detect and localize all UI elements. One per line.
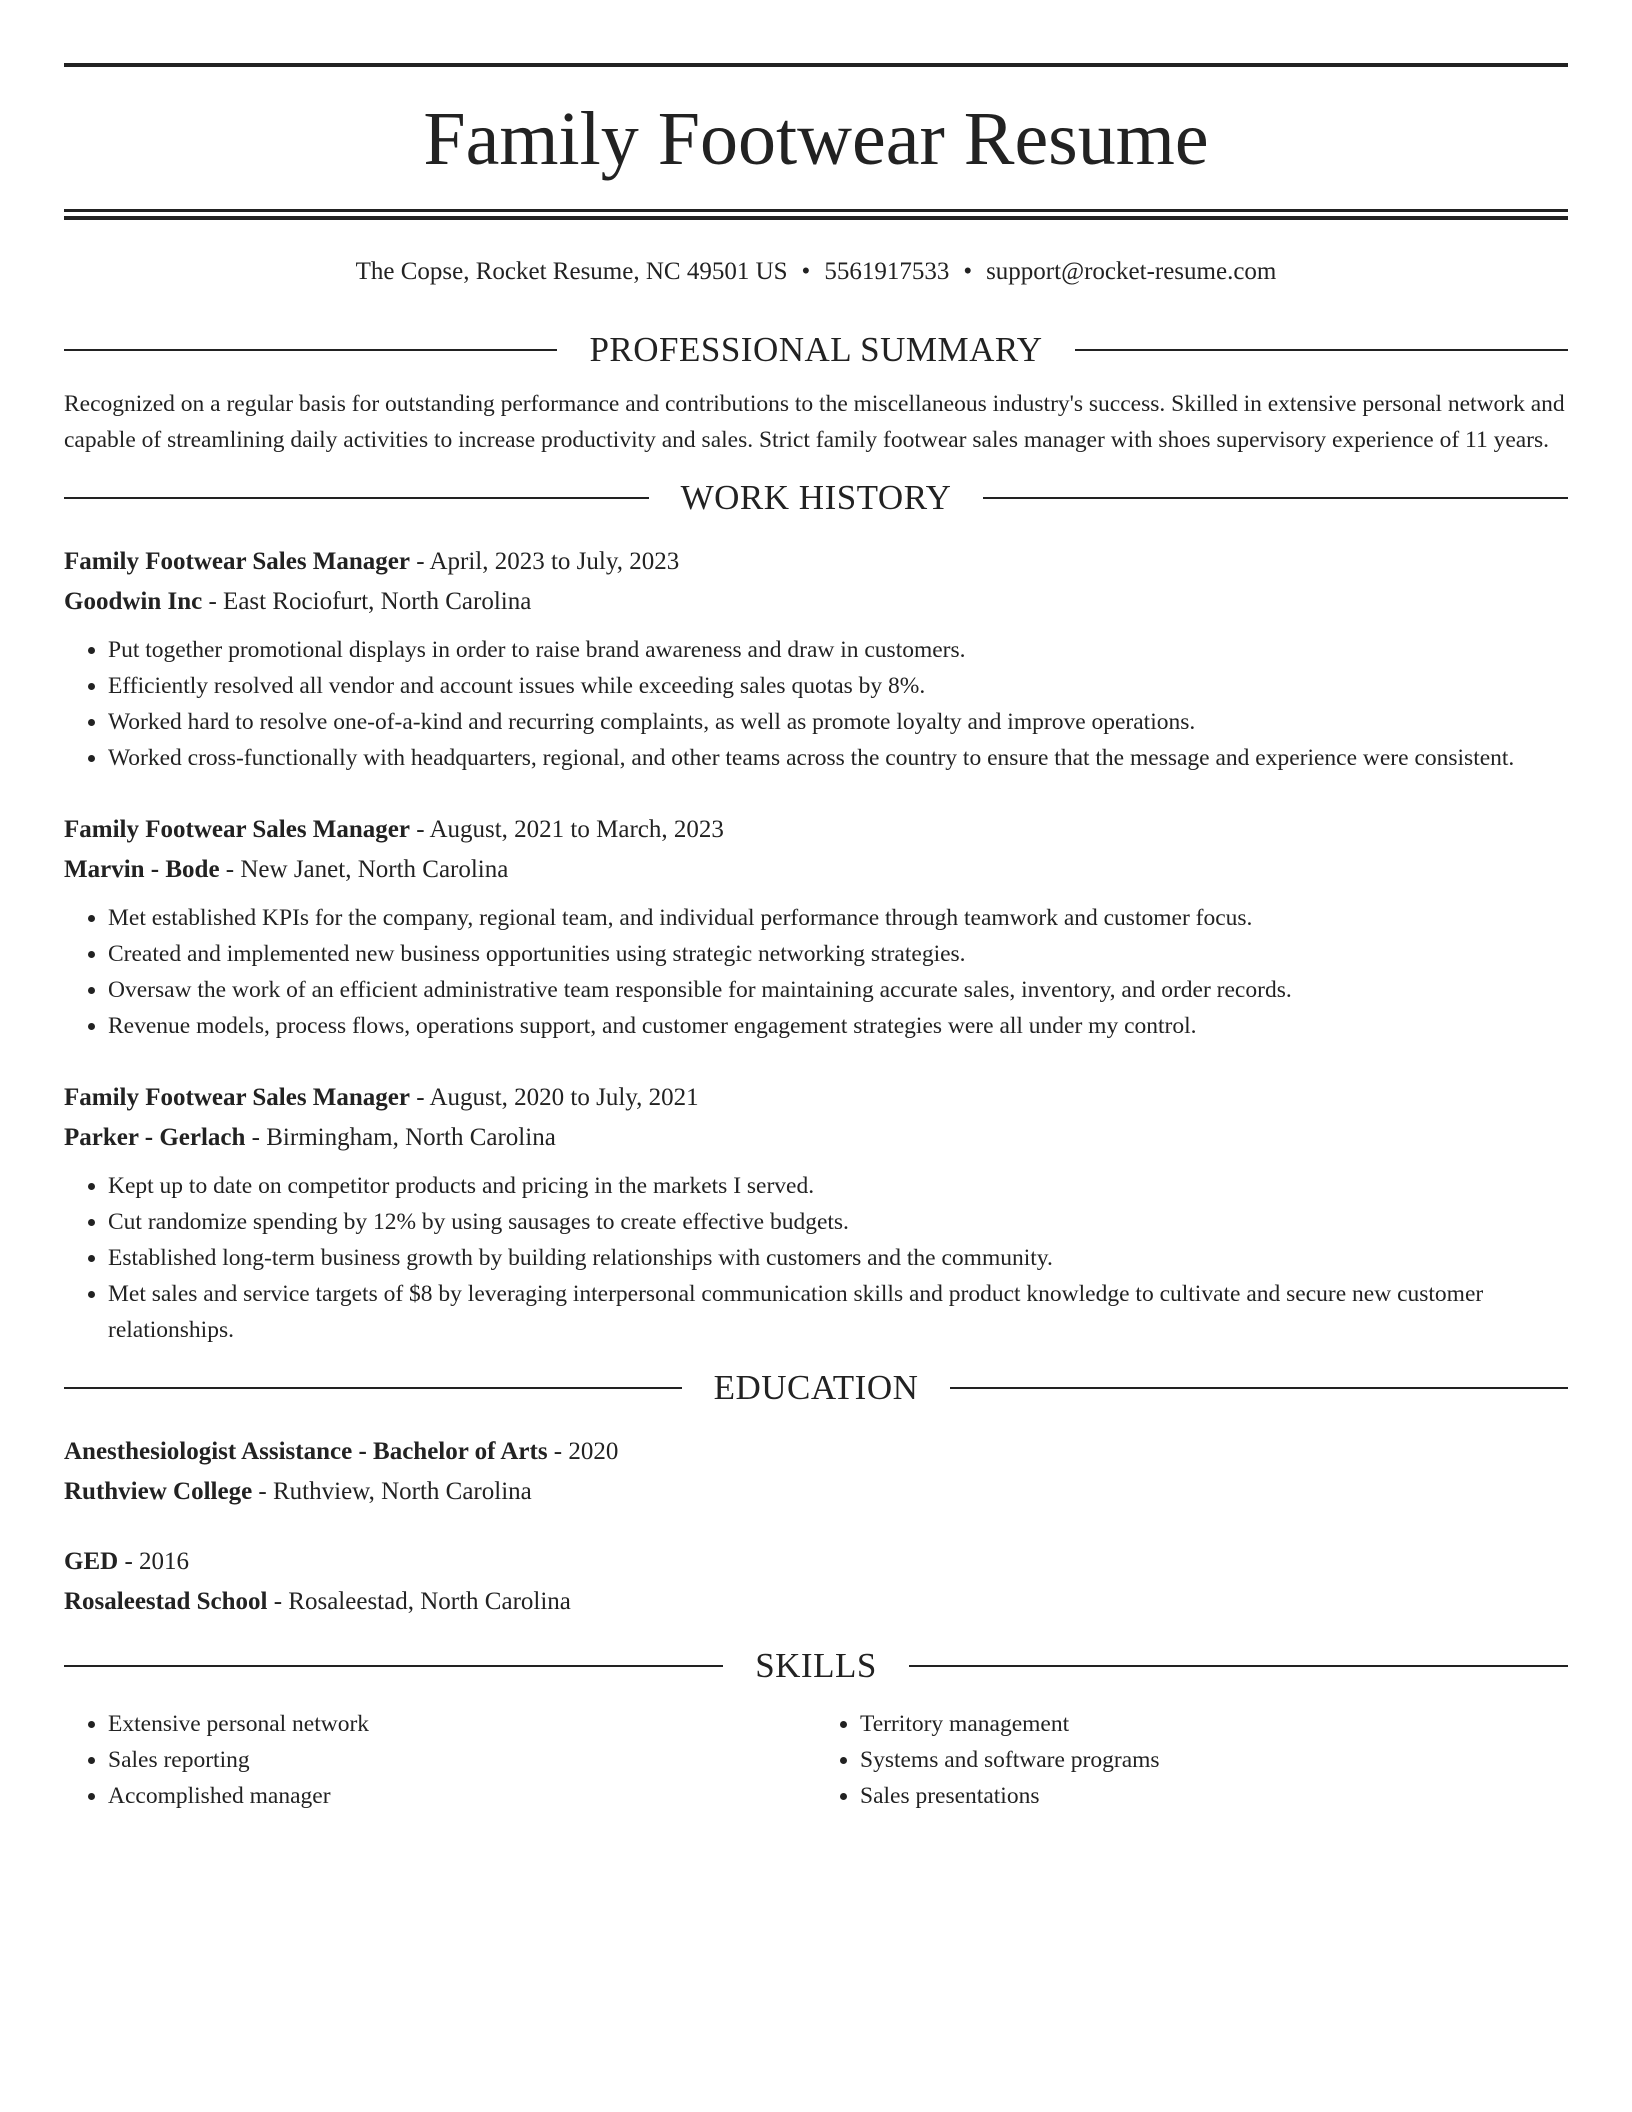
list-item: • Efficiently resolved all vendor and account issues while exceeding sales quotas by 8%. bbox=[108, 668, 1568, 704]
education-degree: GED bbox=[64, 1548, 119, 1575]
list-item: • Met established KPIs for the company, regional team, and individual performance through teamwork and customer focus. bbox=[108, 900, 1568, 936]
list-item: • Sales reporting bbox=[108, 1742, 816, 1778]
heading-rule-right bbox=[950, 1387, 1568, 1389]
education-location: - Rosaleestad, North Carolina bbox=[267, 1588, 571, 1615]
education-year: - 2016 bbox=[118, 1548, 190, 1575]
contact-separator: • bbox=[801, 258, 811, 285]
skills-list-right bbox=[816, 1706, 1568, 1814]
section-title: EDUCATION bbox=[713, 1368, 919, 1407]
list-item: • Revenue models, process flows, operations support, and customer engagement strategies were all under my control. bbox=[108, 1008, 1568, 1044]
list-item: • Extensive personal network bbox=[108, 1706, 816, 1742]
heading-rule-right bbox=[983, 497, 1568, 499]
section-heading-work-history bbox=[64, 476, 1568, 520]
list-item: • Cut randomize spending by 12% by using sausages to create effective budgets. bbox=[108, 1204, 1568, 1240]
job-company: Goodwin Inc bbox=[64, 588, 203, 615]
list-item: • Met sales and service targets of $8 by leveraging interpersonal communication skills and product knowledge to cultivate and secure new customer relationships. bbox=[108, 1276, 1568, 1348]
job-bullets bbox=[64, 632, 1568, 776]
contact-address: The Copse, Rocket Resume, NC 49501 US bbox=[355, 258, 788, 285]
education-degree: Anesthesiologist Assistance - Bachelor of Arts bbox=[64, 1438, 548, 1465]
education-degree-line bbox=[64, 1542, 1568, 1582]
job-title-line bbox=[64, 542, 1568, 582]
summary-text: Recognized on a regular basis for outstanding performance and contributions to the miscellaneous industry's success. Skilled in extensive personal network and capable of streamlining daily activities to increase productivity and sales. Strict family footwear sales manager with shoes supervisory experience of 11 years. bbox=[64, 391, 1565, 453]
education-school: Rosaleestad School bbox=[64, 1588, 268, 1615]
list-item: • Put together promotional displays in order to raise brand awareness and draw in customers. bbox=[108, 632, 1568, 668]
list-item: • Worked hard to resolve one-of-a-kind and recurring complaints, as well as promote loyalty and improve operations. bbox=[108, 704, 1568, 740]
list-item: • Territory management bbox=[860, 1706, 1568, 1742]
section-heading-skills bbox=[64, 1644, 1568, 1688]
top-rule bbox=[64, 63, 1568, 67]
job-location: - East Rociofurt, North Carolina bbox=[202, 588, 532, 615]
list-item: • Accomplished manager bbox=[108, 1778, 816, 1814]
job-location: - Birmingham, North Carolina bbox=[245, 1124, 556, 1151]
education-entry bbox=[64, 1542, 1568, 1622]
job-company-line bbox=[64, 850, 1568, 890]
job-dates: - August, 2020 to July, 2021 bbox=[410, 1084, 699, 1111]
job-company-line bbox=[64, 1118, 1568, 1158]
education-degree-line bbox=[64, 1432, 1568, 1472]
resume-title: Family Footwear Resume bbox=[423, 97, 1209, 181]
contact-separator: • bbox=[963, 258, 973, 285]
education-school: Ruthview College bbox=[64, 1478, 253, 1505]
job-title-line bbox=[64, 810, 1568, 850]
list-item: • Oversaw the work of an efficient administrative team responsible for maintaining accurate sales, inventory, and order records. bbox=[108, 972, 1568, 1008]
heading-rule-right bbox=[1075, 349, 1568, 351]
skills-list-left bbox=[64, 1706, 816, 1814]
contact-line bbox=[64, 256, 1568, 288]
heading-rule-right bbox=[909, 1665, 1568, 1667]
section-heading-education bbox=[64, 1366, 1568, 1410]
job-title: Family Footwear Sales Manager bbox=[64, 548, 410, 575]
education-school-line bbox=[64, 1472, 1568, 1512]
job-location: - New Janet, North Carolina bbox=[219, 856, 509, 883]
education-year: - 2020 bbox=[547, 1438, 619, 1465]
section-title: WORK HISTORY bbox=[680, 478, 952, 517]
heading-rule-left bbox=[64, 1665, 723, 1667]
education-school-line bbox=[64, 1582, 1568, 1622]
job-entry bbox=[64, 1078, 1568, 1348]
list-item: • Kept up to date on competitor products and pricing in the markets I served. bbox=[108, 1168, 1568, 1204]
job-title-line bbox=[64, 1078, 1568, 1118]
job-dates: - April, 2023 to July, 2023 bbox=[410, 548, 680, 575]
contact-phone: 5561917533 bbox=[824, 258, 950, 285]
list-item: • Created and implemented new business opportunities using strategic networking strategies. bbox=[108, 936, 1568, 972]
list-item: • Worked cross-functionally with headquarters, regional, and other teams across the country to ensure that the message and experience were consistent. bbox=[108, 740, 1568, 776]
job-company: Marvin - Bode bbox=[64, 856, 220, 883]
list-item: • Sales presentations bbox=[860, 1778, 1568, 1814]
education-entry bbox=[64, 1432, 1568, 1512]
title-double-rule bbox=[64, 209, 1568, 220]
job-bullets bbox=[64, 900, 1568, 1044]
section-heading-summary bbox=[64, 328, 1568, 372]
education-location: - Ruthview, North Carolina bbox=[252, 1478, 532, 1505]
job-company-line bbox=[64, 582, 1568, 622]
job-entry bbox=[64, 810, 1568, 1044]
heading-rule-left bbox=[64, 1387, 682, 1389]
heading-rule-left bbox=[64, 349, 557, 351]
section-title: PROFESSIONAL SUMMARY bbox=[589, 330, 1043, 369]
list-item: • Established long-term business growth by building relationships with customers and the community. bbox=[108, 1240, 1568, 1276]
skills-columns bbox=[64, 1706, 1568, 1814]
job-entry bbox=[64, 542, 1568, 776]
job-dates: - August, 2021 to March, 2023 bbox=[410, 816, 724, 843]
job-company: Parker - Gerlach bbox=[64, 1124, 246, 1151]
heading-rule-left bbox=[64, 497, 649, 499]
contact-email: support@rocket-resume.com bbox=[986, 258, 1277, 285]
list-item: • Systems and software programs bbox=[860, 1742, 1568, 1778]
job-bullets bbox=[64, 1168, 1568, 1348]
job-title: Family Footwear Sales Manager bbox=[64, 816, 410, 843]
section-title: SKILLS bbox=[755, 1646, 877, 1685]
job-title: Family Footwear Sales Manager bbox=[64, 1084, 410, 1111]
